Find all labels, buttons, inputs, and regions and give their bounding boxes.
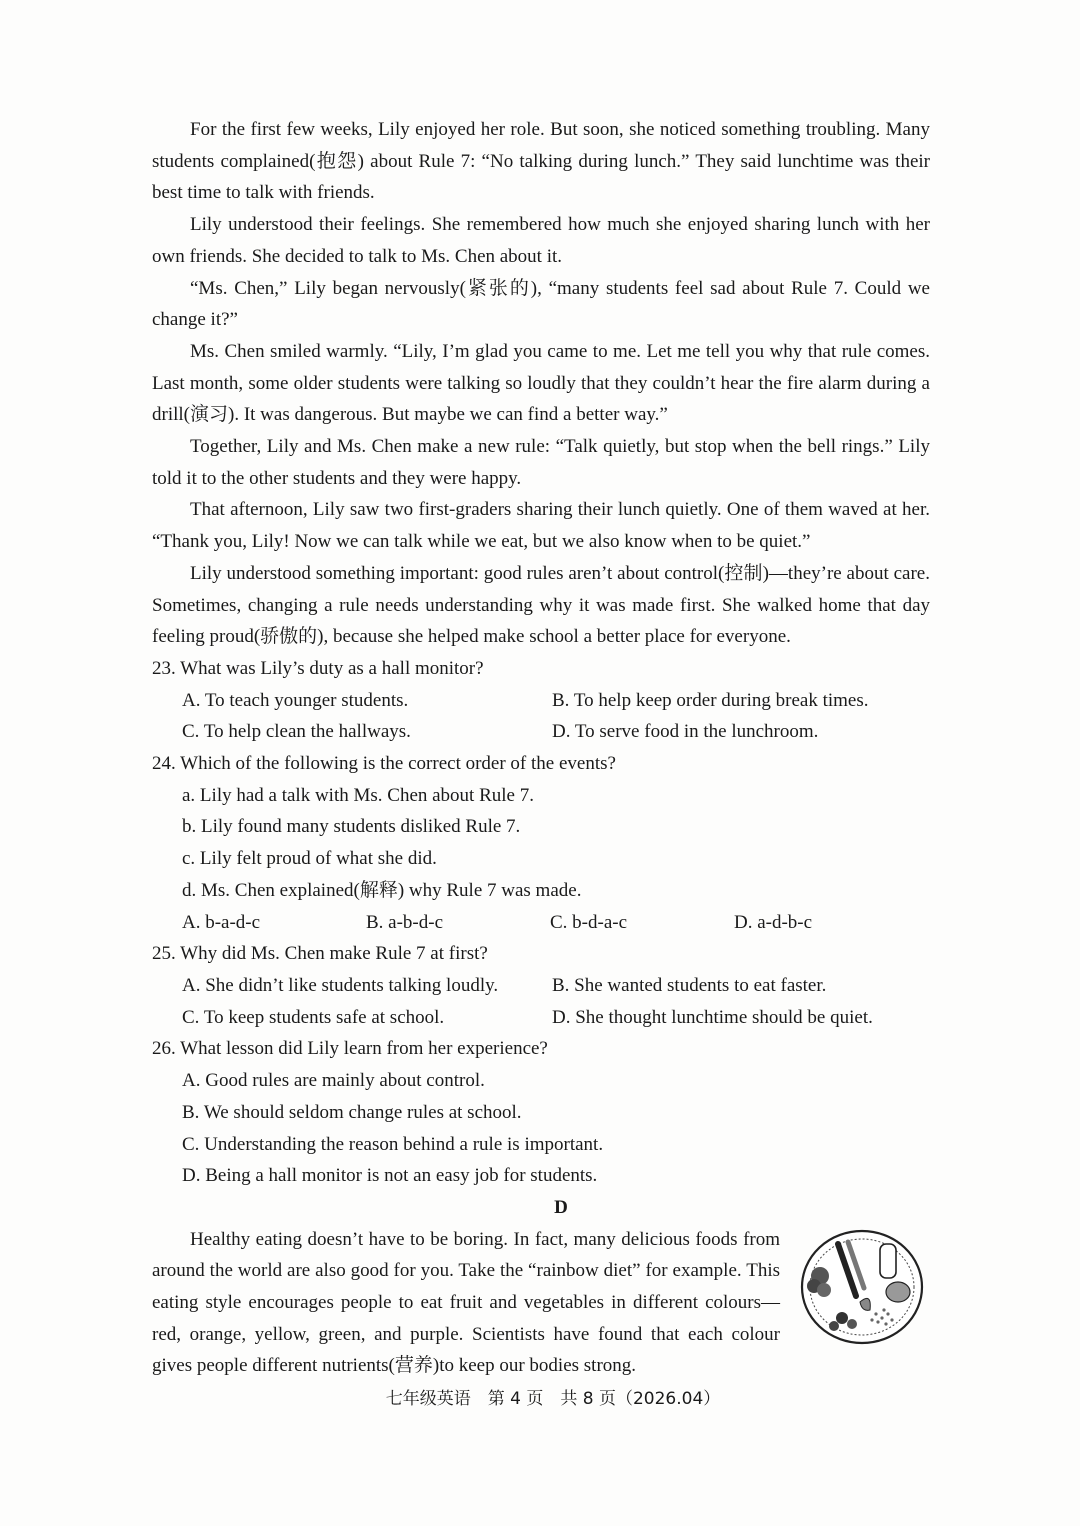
passage-d: [152, 1224, 930, 1383]
question-24-stem: 24. Which of the following is the correct order of the events?: [152, 753, 616, 775]
passage-d-paragraph: Healthy eating doesn’t have to be boring. In fact, many delicious foods from around the world are also good for you. Take the “rainbow diet” for example. This eating style encourages people to eat fruit and vegetables in different colours—red, orange, yellow, green, and purple. Scientists have found that each colour gives people different nutrients(营养)to keep our bodies strong.: [152, 1228, 780, 1377]
question-23-option-a: A. To teach younger students.: [182, 689, 409, 711]
question-24-event-c: c. Lily felt proud of what she did.: [182, 848, 437, 870]
passage-c-paragraph: For the first few weeks, Lily enjoyed her role. But soon, she noticed something troubling. Many students complained(抱怨) about Rule 7: “No talking during lunch.” They said lunchtime was their best time to talk with friends.: [152, 119, 930, 204]
question-23-option-c: C. To help clean the hallways.: [182, 721, 411, 743]
plate-of-food-icon: [798, 1226, 926, 1348]
question-24-event-b: b. Lily found many students disliked Rule 7.: [182, 816, 521, 838]
question-26-option-c: C. Understanding the reason behind a rule is important.: [182, 1133, 604, 1155]
passage-c-paragraph: Lily understood their feelings. She remembered how much she enjoyed sharing lunch with her own friends. She decided to talk to Ms. Chen about it.: [152, 214, 930, 267]
question-25-options-row-1: [152, 970, 930, 1002]
question-26-stem: 26. What lesson did Lily learn from her experience?: [152, 1038, 548, 1060]
question-24-option-a: A. b-a-d-c: [182, 911, 261, 933]
passage-c-paragraph: Ms. Chen smiled warmly. “Lily, I’m glad you came to me. Let me tell you why that rule comes. Last month, some older students were talking so loudly that they couldn’t hear the fire alarm during a drill(演习). It was dangerous. But maybe we can find a better way.”: [152, 340, 930, 426]
question-26-option-b: B. We should seldom change rules at school.: [182, 1101, 522, 1123]
question-24-option-d: D. a-d-b-c: [734, 911, 813, 933]
question-23-option-d: D. To serve food in the lunchroom.: [552, 721, 819, 743]
question-25-option-c: C. To keep students safe at school.: [182, 1006, 445, 1028]
passage-c-paragraph: Together, Lily and Ms. Chen make a new rule: “Talk quietly, but stop when the bell rings.” Lily told it to the other students and they were happy.: [152, 436, 930, 489]
passage-d-title: D: [554, 1196, 568, 1218]
passage-c-paragraph: “Ms. Chen,” Lily began nervously(紧张的), “many students feel sad about Rule 7. Could we change it?”: [152, 277, 930, 331]
question-24-option-b: B. a-b-d-c: [366, 911, 444, 933]
question-26-option-d: D. Being a hall monitor is not an easy job for students.: [182, 1165, 598, 1187]
question-24-options-row: [152, 907, 930, 939]
question-25-options-row-2: [152, 1002, 930, 1034]
question-25-option-a: A. She didn’t like students talking loudly.: [182, 974, 499, 996]
page-footer: 七年级英语 第 4 页 共 8 页（2026.04）: [385, 1389, 721, 1409]
question-24-event-a: a. Lily had a talk with Ms. Chen about Rule 7.: [182, 784, 534, 806]
page-content: [152, 114, 930, 1382]
question-25-option-d: D. She thought lunchtime should be quiet.: [552, 1006, 873, 1028]
passage-c-paragraph: Lily understood something important: good rules aren’t about control(控制)—they’re about care. Sometimes, changing a rule needs understanding why it was made first. She walked home that day feeling proud(骄傲的), because she helped make school a better place for everyone.: [152, 562, 930, 648]
question-24-event-d: d. Ms. Chen explained(解释) why Rule 7 was made.: [182, 879, 582, 901]
question-25-option-b: B. She wanted students to eat faster.: [552, 974, 827, 996]
question-23-stem: 23. What was Lily’s duty as a hall monitor?: [152, 657, 484, 679]
question-23-options-row-1: [152, 685, 930, 717]
question-23-option-b: B. To help keep order during break times.: [552, 689, 869, 711]
question-24-option-c: C. b-d-a-c: [550, 911, 628, 933]
question-23-options-row-2: [152, 716, 930, 748]
question-26-option-a: A. Good rules are mainly about control.: [182, 1070, 485, 1092]
passage-c-paragraph: That afternoon, Lily saw two first-graders sharing their lunch quietly. One of them waved at her. “Thank you, Lily! Now we can talk while we eat, but we also know when to be quiet.”: [152, 499, 930, 553]
question-25-stem: 25. Why did Ms. Chen make Rule 7 at first?: [152, 943, 488, 965]
